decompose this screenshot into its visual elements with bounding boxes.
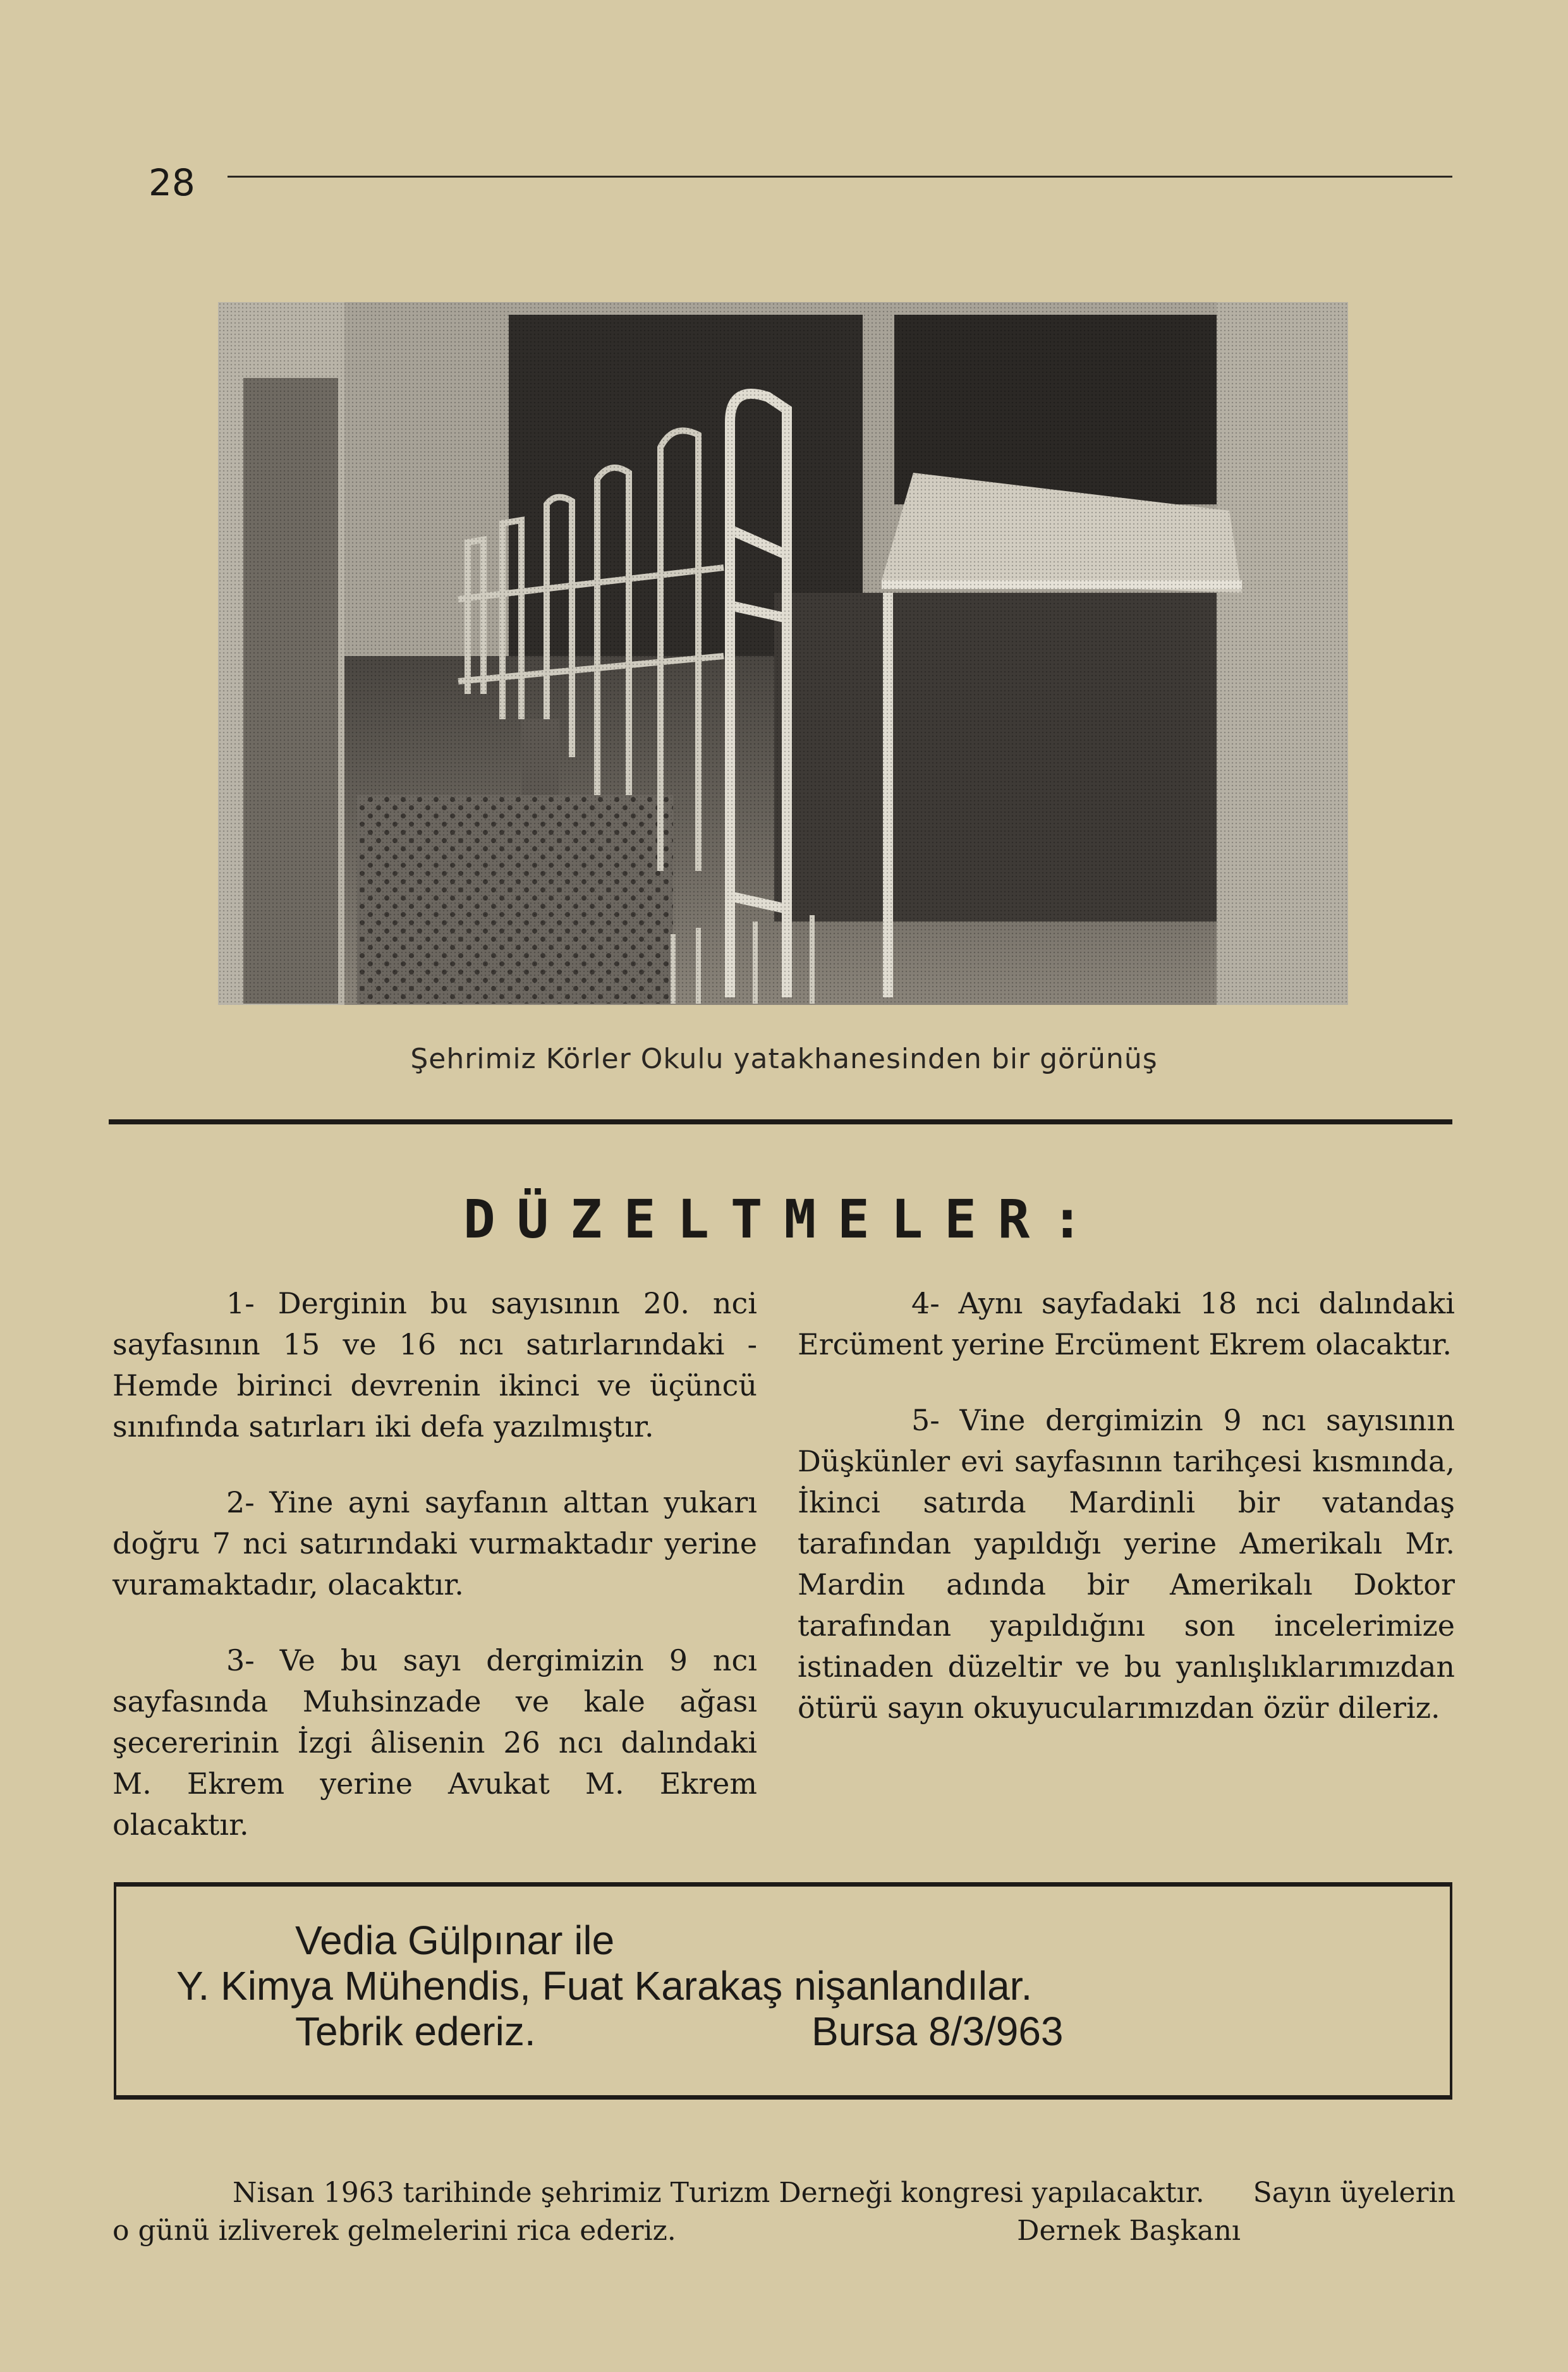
correction-item-5: 5- Vine dergimizin 9 ncı sayısının Düşkünler evi sayfasının tarihçesi kısmında, İkinci satırda Mardinli bir vatandaş tarafından yapıldığı yerine Amerikalı Mr. Mardin adında bir Amerikalı Doktor tarafından yapıldığını son incelerimize istinaden düzeltir ve bu yanlışlıklarımızdan ötürü sayın okuyucularımızdan özür dileriz. <box>798 1403 1455 1725</box>
footer-notice <box>112 2174 1456 2250</box>
correction-item-1: 1- Derginin bu sayısının 20. nci sayfasının 15 ve 16 ncı satırlarındaki -Hemde birinci devrenin ikinci ve üçüncü sınıfında satırları iki defa yazılmıştır. <box>112 1286 757 1444</box>
corrections-left-column <box>112 1283 757 1880</box>
footer-line-1: Nisan 1963 tarihinde şehrimiz Turizm Derneği kongresi yapılacaktır. <box>233 2177 1205 2209</box>
dormitory-photo <box>218 302 1348 1005</box>
footer-signature: Dernek Başkanı <box>1017 2215 1241 2247</box>
announcement-line-2: Y. Kimya Mühendis, Fuat Karakaş nişanlandılar. <box>176 1963 1033 2009</box>
corrections-right-column <box>798 1283 1455 1763</box>
dormitory-photo-image <box>218 302 1348 1005</box>
announcement-line-1: Vedia Gülpınar ile <box>295 1918 615 1963</box>
section-divider <box>109 1119 1452 1124</box>
photo-caption: Şehrimiz Körler Okulu yatakhanesinden bir görünüş <box>410 1043 1158 1075</box>
engagement-announcement <box>114 1882 1452 2100</box>
announcement-line-3-right: Bursa 8/3/963 <box>811 2009 1064 2054</box>
correction-item-4: 4- Aynı sayfadaki 18 nci dalındaki Ercüment yerine Ercüment Ekrem olacaktır. <box>798 1286 1455 1361</box>
correction-item-2: 2- Yine ayni sayfanın alttan yukarı doğru 7 nci satırındaki vurmaktadır yerine vuramaktadır, olacaktır. <box>112 1485 757 1602</box>
announcement-line-3-left: Tebrik ederiz. <box>295 2009 536 2054</box>
footer-line-2: o günü izliverek gelmelerini rica ederiz. <box>112 2215 676 2247</box>
header-rule <box>228 176 1452 178</box>
footer-line-1-end: Sayın üyelerin <box>1253 2177 1456 2209</box>
correction-item-3: 3- Ve bu sayı dergimizin 9 ncı sayfasında Muhsinzade ve kale ağası şecererinin İzgi âlisenin 26 ncı dalındaki M. Ekrem yerine Avukat M. Ekrem olacaktır. <box>112 1643 757 1842</box>
page-number: 28 <box>149 161 195 204</box>
corrections-title: DÜZELTMELER: <box>463 1188 1105 1250</box>
